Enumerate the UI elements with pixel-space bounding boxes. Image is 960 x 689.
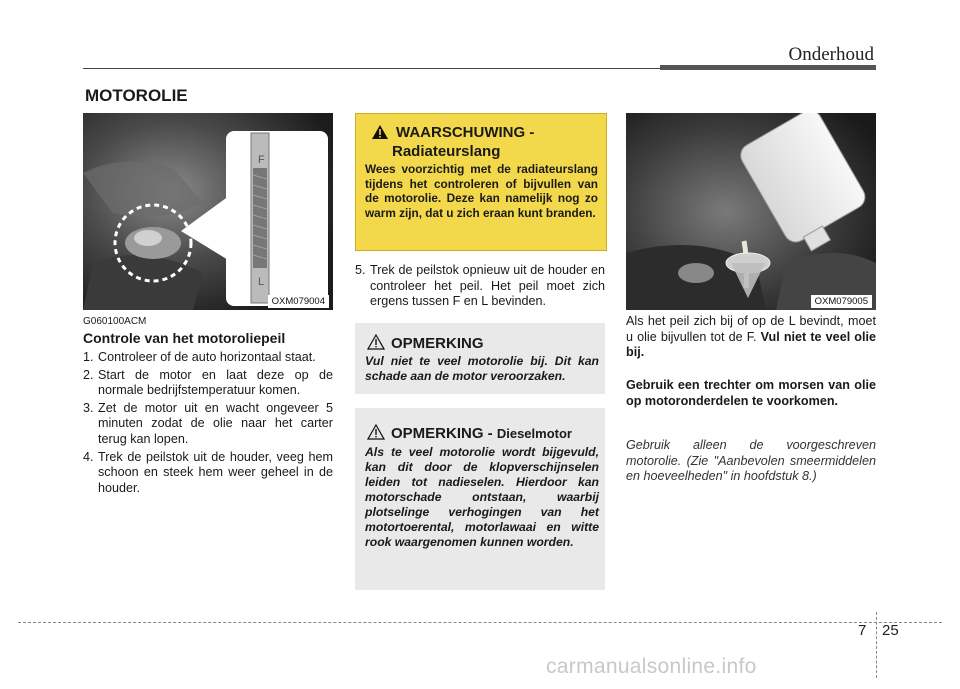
header-rule-accent bbox=[660, 65, 876, 70]
step-item: 3. Zet de motor uit en wacht ongeveer 5 minuten zodat de olie naar het carter terug kan lopen. bbox=[83, 400, 333, 446]
chapter-number: 7 bbox=[858, 622, 867, 639]
warning-body: Wees voorzichtig met de radiateurslang tijdens het controleren of bijvullen van de motorolie. Deze kan namelijk nog zo warm zijn, dat u zich eraan kunt branden. bbox=[365, 162, 598, 220]
watermark: carmanualsonline.info bbox=[546, 655, 757, 678]
dipstick-mark-f: F bbox=[258, 154, 265, 166]
paragraph-funnel: Gebruik een trechter om morsen van olie op motoronderdelen te voorkomen. bbox=[626, 378, 876, 408]
note-box bbox=[355, 323, 605, 394]
caution-triangle-icon bbox=[367, 424, 385, 440]
image-caption: OXM079004 bbox=[268, 295, 329, 308]
warning-title: WAARSCHUWING - bbox=[396, 124, 535, 141]
dipstick-illustration bbox=[83, 113, 333, 310]
note-title: OPMERKING bbox=[391, 335, 484, 352]
steps-list bbox=[83, 350, 333, 498]
oil-filling-illustration bbox=[626, 113, 876, 310]
header-rule bbox=[83, 68, 663, 69]
page-number: 25 bbox=[882, 622, 899, 639]
diesel-note-title: OPMERKING - Dieselmotor bbox=[391, 425, 572, 442]
dipstick-photo bbox=[83, 113, 333, 310]
diesel-note-box bbox=[355, 408, 605, 590]
footer-divider bbox=[876, 612, 877, 678]
subheading: Controle van het motoroliepeil bbox=[83, 330, 286, 346]
paragraph-recommended-oil: Gebruik alleen de voorgeschreven motorolie. (Zie "Aanbevolen smeermiddelen en hoeveelheden" in hoofdstuk 8.) bbox=[626, 438, 876, 484]
caution-triangle-icon bbox=[367, 334, 385, 350]
diesel-note-body: Als te veel motorolie wordt bijgevuld, kan dit door de klopverschijnselen leiden tot nadieselen. Hierdoor kan motorschade ontstaan, waarbij plotselinge verhogingen van het motortoerental, motorlawaai en witte rook waargenomen kunnen worden. bbox=[365, 445, 599, 549]
oil-filling-photo bbox=[626, 113, 876, 310]
warning-triangle-icon bbox=[371, 124, 389, 140]
step-item: 1. Controleer of de auto horizontaal staat. bbox=[83, 350, 316, 364]
note-body: Vul niet te veel motorolie bij. Dit kan schade aan de motor veroorzaken. bbox=[365, 354, 599, 383]
step-item: 4. Trek de peilstok uit de houder, veeg hem schoon en steek hem weer geheel in de houder. bbox=[83, 449, 333, 495]
section-code: G060100ACM bbox=[83, 316, 147, 327]
image-caption: OXM079005 bbox=[811, 295, 872, 308]
dipstick-mark-l: L bbox=[258, 276, 265, 288]
paragraph-refill: Als het peil zich bij of op de L bevindt, moet u olie bijvullen tot de F. Vul niet te veel olie bij. bbox=[626, 314, 877, 360]
step-item: 5. Trek de peilstok opnieuw uit de houder en controleer het peil. Het peil moet zich ergens tussen F en L bevinden. bbox=[355, 263, 605, 309]
header-title: Onderhoud bbox=[788, 44, 874, 65]
warning-subtitle: Radiateurslang bbox=[392, 143, 501, 160]
warning-box bbox=[355, 113, 607, 251]
step-item: 2. Start de motor en laat deze op de normale bedrijfstemperatuur komen. bbox=[83, 367, 333, 398]
step-5 bbox=[355, 263, 605, 312]
section-title: MOTOROLIE bbox=[85, 86, 188, 105]
footer-rule bbox=[18, 622, 942, 623]
